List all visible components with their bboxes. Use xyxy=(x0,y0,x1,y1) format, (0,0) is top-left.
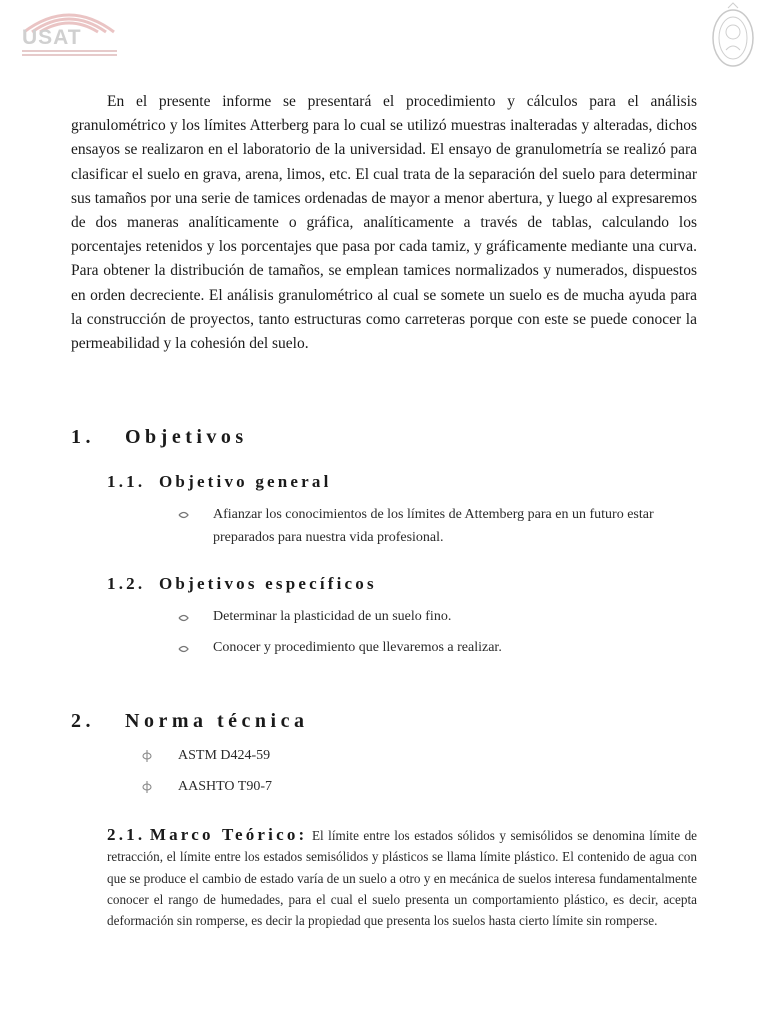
crest-icon xyxy=(708,2,758,70)
arrow-bullet-icon xyxy=(178,509,190,521)
list-item xyxy=(178,775,578,798)
norm-astm-text: ASTM D424-59 xyxy=(178,748,271,763)
subsection-2-1-number: 2.1. xyxy=(107,825,146,844)
section-1-number: 1. xyxy=(71,426,95,448)
subsection-2-1-title: Marco Teórico: xyxy=(149,825,308,844)
norm-aashto-text: AASHTO T90-7 xyxy=(178,779,272,794)
marco-teorico-paragraph xyxy=(107,824,697,931)
objective-specific-1-text: Determinar la plasticidad de un suelo fino. xyxy=(213,609,452,624)
list-item xyxy=(213,503,700,549)
arrow-bullet-icon xyxy=(178,612,190,624)
phi-bullet-icon xyxy=(141,750,153,762)
subsection-1-2-number: 1.2. xyxy=(107,574,146,593)
intro-paragraph: En el presente informe se presentará el procedimiento y cálculos para el análisis granulométrico y los límites Atterberg para lo cual se utilizó muestras inalteradas y alteradas, dichos ensayos se realizaron en el laboratorio de la universidad. El ensayo de granulometría se realizó para clasificar el suelo en grava, arena, limos, etc. El cual trata de la separación del suelo para determinar sus tamaños por una serie de tamices ordenadas de mayor a menor abertura, y luego al expresaremos de dos maneras analíticamente o gráfica, analíticamente a través de tablas, calculando los porcentajes retenidos y los porcentajes que pasa por cada tamiz, y gráficamente mediante una curva. Para obtener la distribución de tamaños, se emplean tamices normalizados y numerados, dispuestos en orden decreciente. El análisis granulométrico al cual se somete un suelo es de mucha ayuda para la construcción de proyectos, tanto estructuras como carreteras porque con este se puede conocer la permeabilidad y la cohesión del suelo. xyxy=(71,93,697,353)
marco-teorico-body: El límite entre los estados sólidos y semisólidos se denomina límite de retracción, el límite entre los estados semisólidos y plásticos se llama límite plástico. El contenido de agua con que se produce el cambio de estado varía de un suelo a otro y en mecánica de suelos interesa fundamentalmente conocer el rango de humedades, para el cual el suelo presenta un comportamiento plástico, es decir, acepta deformación sin romperse, es decir la propiedad que presenta los suelos hasta cierto límite sin romperse. xyxy=(107,828,698,929)
logo-subtitle-lines xyxy=(22,50,117,58)
subsection-1-1-title: Objetivo general xyxy=(159,472,332,491)
section-2-heading xyxy=(71,710,308,733)
section-1-title: Objetivos xyxy=(125,426,248,448)
list-item xyxy=(213,605,700,628)
subsection-1-2-heading xyxy=(107,574,377,594)
subsection-1-2-title: Objetivos específicos xyxy=(159,574,377,593)
subsection-1-1-heading xyxy=(107,472,332,492)
arrow-bullet-icon xyxy=(178,643,190,655)
section-2-number: 2. xyxy=(71,710,95,732)
university-logo xyxy=(14,4,124,64)
section-1-heading xyxy=(71,426,248,449)
logo-text: USAT xyxy=(22,26,82,49)
list-item xyxy=(213,636,700,659)
section-2-title: Norma técnica xyxy=(125,710,309,732)
phi-bullet-icon xyxy=(141,781,153,793)
list-item xyxy=(178,744,578,767)
objective-specific-2-text: Conocer y procedimiento que llevaremos a realizar. xyxy=(213,640,502,655)
subsection-1-1-number: 1.1. xyxy=(107,472,146,491)
objective-general-text: Afianzar los conocimientos de los límites de Attemberg para en un futuro estar preparados para nuestra vida profesional. xyxy=(213,507,654,545)
